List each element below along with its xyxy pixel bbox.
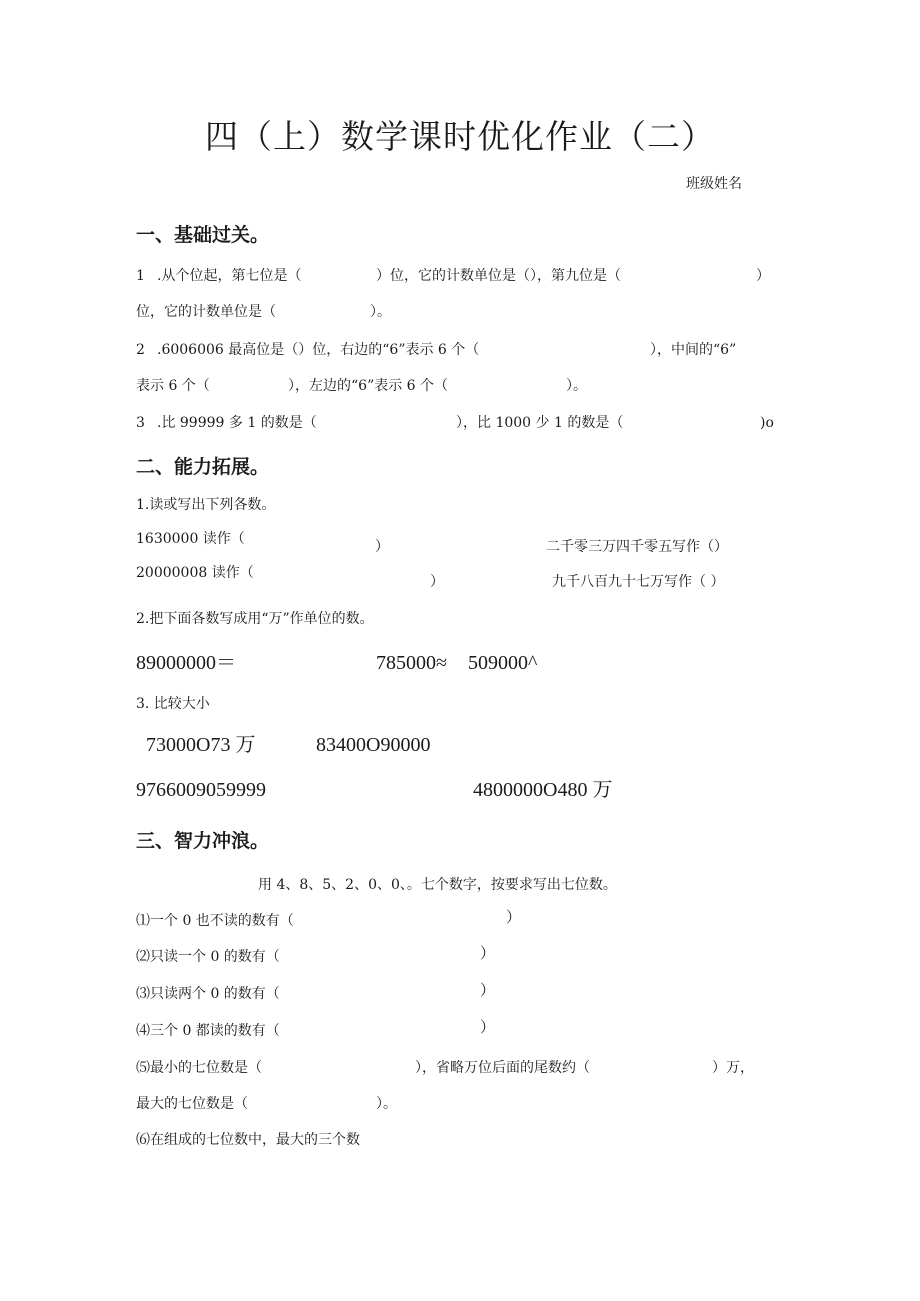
q3-text-b: ），比 1000 少 1 的数是（ (456, 415, 624, 431)
section2-heading: 二、能力拓展。 (136, 456, 270, 478)
s2-q1-row2-right: 九千八百九十七万写作（ ） (552, 574, 725, 590)
s3-item3-close: ） (480, 981, 496, 999)
s3-q5-text-b: ），省略万位后面的尾数约（ (415, 1060, 590, 1076)
s3-item3-label: ⑶只读两个 0 的数有（ (136, 986, 280, 1002)
q1-text-a: .从个位起，第七位是（ (157, 268, 302, 284)
s3-item2-close: ） (480, 944, 496, 962)
s3-item1-close: ） (506, 908, 522, 926)
q2-text-d: ），左边的“6”表示 6 个（ (288, 378, 449, 394)
s2-q2-item3: 509000^ (468, 652, 538, 674)
s2-q3-item3: 9766009059999 (136, 779, 266, 801)
q3-text-a: .比 99999 多 1 的数是（ (157, 415, 317, 431)
q2-text-e: ）。 (566, 378, 587, 394)
s3-q5-text-a: ⑸最小的七位数是（ (136, 1060, 262, 1076)
s2-q3-item2: 83400O90000 (316, 734, 431, 756)
q2-text-b: ），中间的“6” (650, 342, 737, 358)
s3-q5-text-d: 最大的七位数是（ (136, 1096, 248, 1112)
s2-q1-row1-left: 1630000 读作（ (136, 531, 245, 547)
s2-q2-title: 2.把下面各数写成用“万”作单位的数。 (136, 611, 374, 627)
s2-q2-item1: 89000000＝ (136, 652, 236, 674)
s3-q5-text-c: ）万， (712, 1060, 754, 1076)
s3-item1-label: ⑴一个 0 也不读的数有（ (136, 913, 294, 929)
s2-q1-row1-right: 二千零三万四千零五写作（） (546, 539, 728, 555)
s2-q3-title: 3. 比较大小 (136, 696, 210, 712)
q3-text-c: )o (760, 415, 774, 431)
q2-number: 2 (136, 342, 145, 358)
s3-q6-text: ⑹在组成的七位数中，最大的三个数 (136, 1132, 360, 1148)
class-name-label: 班级姓名 (686, 176, 742, 192)
q1-text-b: ）位，它的计数单位是（），第九位是（ (376, 268, 621, 284)
s2-q1-row1-close: ） (375, 539, 389, 555)
section3-heading: 三、智力冲浪。 (136, 830, 270, 852)
q2-text-a: .6006006 最高位是（）位，右边的“6”表示 6 个（ (157, 342, 480, 358)
s2-q3-item4: 4800000O480 万 (473, 779, 613, 801)
s2-q1-row2-close: ） (430, 574, 444, 590)
q1-text-e: ）。 (370, 304, 391, 320)
s2-q3-item1: 73000O73 万 (146, 734, 256, 756)
s2-q1-title: 1.读或写出下列各数。 (136, 497, 276, 513)
q1-text-c: ） (756, 268, 770, 284)
s3-item4-label: ⑷三个 0 都读的数有（ (136, 1023, 280, 1039)
s3-q5-text-e: ）。 (376, 1096, 397, 1112)
s3-item2-label: ⑵只读一个 0 的数有（ (136, 949, 280, 965)
q3-number: 3 (136, 415, 145, 431)
q1-text-d: 位，它的计数单位是（ (136, 304, 276, 320)
s3-intro: 用 4、8、5、2、0、0、。七个数字，按要求写出七位数。 (258, 877, 617, 893)
s3-item4-close: ） (480, 1018, 496, 1036)
s2-q1-row2-left: 20000008 读作（ (136, 565, 254, 581)
q2-text-c: 表示 6 个（ (136, 378, 210, 394)
section1-heading: 一、基础过关。 (136, 224, 270, 246)
s2-q2-item2: 785000≈ (376, 652, 447, 674)
q1-number: 1 (136, 268, 145, 284)
page-title: 四（上）数学课时优化作业（二） (205, 117, 715, 156)
